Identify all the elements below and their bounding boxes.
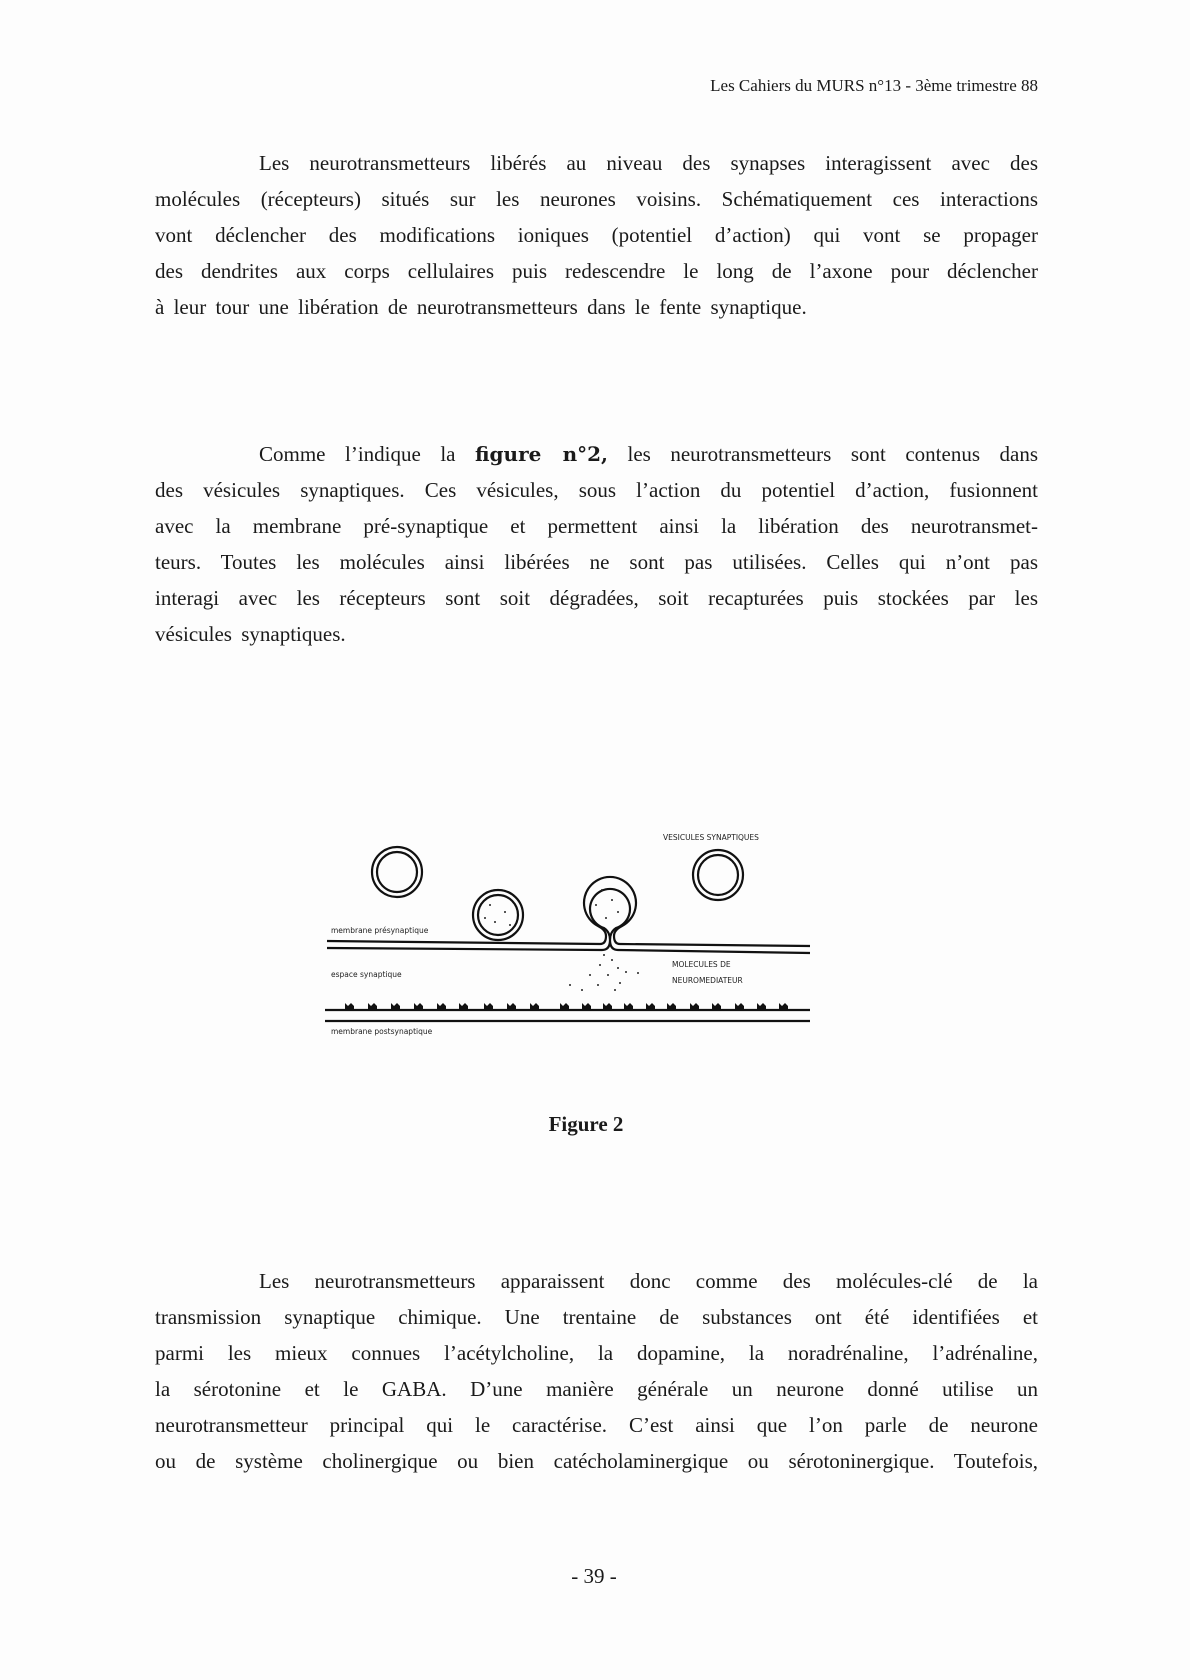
- neurotransmitter-molecule: [619, 982, 621, 984]
- receptor-icon: [735, 1003, 744, 1010]
- receptor-icon: [646, 1003, 655, 1010]
- text-line: vésicules synaptiques.: [155, 622, 346, 646]
- neurotransmitter-molecule: [569, 984, 571, 986]
- text-line: la sérotonine et le GABA. D’une manière générale un neurone donné utilise un: [155, 1377, 1038, 1401]
- text-line: à leur tour une libération de neurotransmetteurs dans le fente synaptique.: [155, 295, 807, 319]
- text-line: neurotransmetteur principal qui le caractérise. C’est ainsi que l’on parle de neurone: [155, 1413, 1038, 1437]
- neurotransmitter-molecule: [614, 989, 616, 991]
- receptor-icon: [712, 1003, 721, 1010]
- label-presynaptic-membrane: membrane présynaptique: [331, 926, 429, 935]
- neurotransmitter-molecule: [611, 959, 613, 961]
- neurotransmitter-molecule: [601, 889, 603, 891]
- text-line: teurs. Toutes les molécules ainsi libérées ne sont pas utilisées. Celles qui n’ont pas: [155, 550, 1038, 574]
- text-line: parmi les mieux connues l’acétylcholine, la dopamine, la noradrénaline, l’adrénaline,: [155, 1341, 1038, 1365]
- neurotransmitter-molecule: [605, 917, 607, 919]
- label-neuromediator: NEUROMEDIATEUR: [672, 976, 743, 985]
- text-line: des dendrites aux corps cellulaires puis redescendre le long de l’axone pour déclencher: [155, 259, 1038, 283]
- vesicle: [473, 890, 523, 940]
- vesicle: [693, 850, 743, 900]
- neurotransmitter-molecule: [611, 899, 613, 901]
- vesicle: [372, 847, 422, 897]
- receptor-icon: [757, 1003, 766, 1010]
- receptor-icon: [368, 1003, 377, 1010]
- text-line: interagi avec les récepteurs sont soit dégradées, soit recapturées puis stockées par les: [155, 586, 1038, 610]
- neurotransmitter-molecule: [489, 904, 491, 906]
- receptor-icon: [414, 1003, 423, 1010]
- presynaptic-membrane-outer: [327, 877, 810, 946]
- receptor-icon: [560, 1003, 569, 1010]
- text-line: avec la membrane pré-synaptique et permettent ainsi la libération des neurotransmet-: [155, 514, 1038, 538]
- neurotransmitter-molecule: [597, 984, 599, 986]
- neurotransmitter-molecule: [595, 904, 597, 906]
- receptor-icon: [484, 1003, 493, 1010]
- figure-reference: figure n°2,: [475, 442, 608, 466]
- neurotransmitter-molecule: [509, 924, 511, 926]
- text-line: transmission synaptique chimique. Une trentaine de substances ont été identifiées et: [155, 1305, 1038, 1329]
- neurotransmitter-molecule: [603, 954, 605, 956]
- label-molecules: MOLECULES DE: [672, 960, 731, 969]
- text-line: vont déclencher des modifications ioniques (potentiel d’action) qui vont se propager: [155, 223, 1038, 247]
- text-segment: Comme l’indique la: [259, 442, 456, 466]
- text-line: ou de système cholinergique ou bien catécholaminergique ou sérotoninergique. Toutefois,: [155, 1449, 1038, 1473]
- neurotransmitter-molecule: [484, 917, 486, 919]
- neurotransmitter-molecule: [504, 911, 506, 913]
- label-synaptic-space: espace synaptique: [331, 970, 402, 979]
- neurotransmitter-molecule: [617, 911, 619, 913]
- neurotransmitter-molecule: [637, 972, 639, 974]
- label-postsynaptic-membrane: membrane postsynaptique: [331, 1027, 433, 1036]
- paragraph-3: [155, 1263, 1038, 1479]
- receptor-icon: [507, 1003, 516, 1010]
- text-line: molécules (récepteurs) situés sur les neurones voisins. Schématiquement ces interactions: [155, 187, 1038, 211]
- neurotransmitter-molecule: [599, 964, 601, 966]
- receptor-icon: [437, 1003, 446, 1010]
- receptor-icon: [667, 1003, 676, 1010]
- receptor-icon: [391, 1003, 400, 1010]
- receptor-icon: [690, 1003, 699, 1010]
- page-number: - 39 -: [571, 1564, 617, 1588]
- figure-caption: Figure 2: [548, 1112, 624, 1136]
- label-vesicles: VESICULES SYNAPTIQUES: [663, 833, 759, 842]
- receptor-icon: [582, 1003, 591, 1010]
- text-line: des vésicules synaptiques. Ces vésicules, sous l’action du potentiel d’action, fusionnent: [155, 478, 1038, 502]
- receptor-icon: [624, 1003, 633, 1010]
- neurotransmitter-molecule: [607, 974, 609, 976]
- neurotransmitter-molecule: [581, 989, 583, 991]
- receptor-icon: [779, 1003, 788, 1010]
- neurotransmitter-molecule: [625, 971, 627, 973]
- receptor-icon: [603, 1003, 612, 1010]
- neurotransmitter-molecule: [494, 921, 496, 923]
- neurotransmitter-molecule: [589, 974, 591, 976]
- receptor-icon: [459, 1003, 468, 1010]
- receptor-icon: [530, 1003, 539, 1010]
- text-line: Les neurotransmetteurs apparaissent donc comme des molécules-clé de la: [259, 1269, 1038, 1293]
- text-line: Les neurotransmetteurs libérés au niveau des synapses interagissent avec des: [259, 151, 1038, 175]
- receptor-icon: [345, 1003, 354, 1010]
- running-header: Les Cahiers du MURS n°13 - 3ème trimestre 88: [710, 76, 1038, 95]
- text-segment: les neurotransmetteurs sont contenus dans: [627, 442, 1038, 466]
- neurotransmitter-molecule: [617, 967, 619, 969]
